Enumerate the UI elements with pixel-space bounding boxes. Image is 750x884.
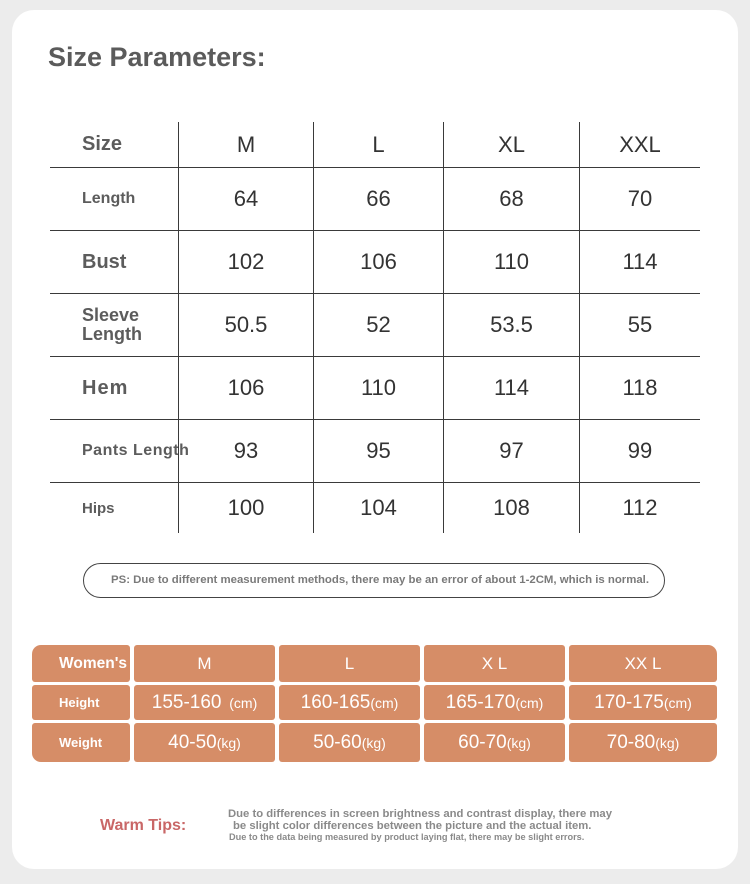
size-header-label: Size (82, 133, 123, 155)
length-value-l: 66 (313, 167, 443, 230)
size-header-m: M (178, 122, 313, 167)
hips-value-xxl: 112 (579, 482, 700, 533)
warm-tips-line-2: be slight color differences between the picture and the actual item. (233, 820, 592, 832)
row-label-hips: Hips (82, 499, 115, 517)
hips-value-l: 104 (313, 482, 443, 533)
height-value-xxl (569, 685, 717, 720)
measure-header-xl: X L (424, 645, 565, 682)
weight-value-xl (424, 723, 565, 762)
row-label-cell-hem (50, 356, 178, 419)
measure-table (32, 645, 717, 762)
height-unit-m: (cm) (221, 694, 258, 711)
bust-value-xxl: 114 (579, 230, 700, 293)
pants-length-value-xxl: 99 (579, 419, 700, 482)
length-value-m: 64 (178, 167, 313, 230)
height-unit-xl: (cm) (515, 694, 544, 711)
bust-value-xl: 110 (443, 230, 579, 293)
warm-tips-text (228, 808, 612, 842)
weight-label: Weight (32, 723, 130, 762)
weight-value-m (134, 723, 275, 762)
row-label-length: Length (82, 190, 136, 207)
hem-value-xl: 114 (443, 356, 579, 419)
row-label-cell-bust (50, 230, 178, 293)
size-chart-card (12, 10, 738, 869)
row-label-bust: Bust (82, 250, 127, 273)
warm-tips-label: Warm Tips: (100, 817, 187, 834)
hips-value-m: 100 (178, 482, 313, 533)
sleeve-length-value-xxl: 55 (579, 293, 700, 356)
weight-value-xxl (569, 723, 717, 762)
pants-length-value-l: 95 (313, 419, 443, 482)
height-range-xxl: 170-175 (594, 691, 664, 713)
bust-value-m: 102 (178, 230, 313, 293)
weight-range-xl: 60-70 (458, 731, 507, 753)
height-unit-xxl: (cm) (663, 694, 692, 711)
length-value-xl: 68 (443, 167, 579, 230)
size-header-l: L (313, 122, 443, 167)
bust-value-l: 106 (313, 230, 443, 293)
weight-range-xxl: 70-80 (606, 731, 656, 753)
row-label-cell-hips (50, 482, 178, 533)
weight-unit-l: (kg) (361, 734, 386, 751)
row-label-hem: Hem (82, 376, 129, 399)
measure-header-xxl: XX L (569, 645, 717, 682)
hem-value-m: 106 (178, 356, 313, 419)
weight-unit-m: (kg) (216, 734, 241, 751)
row-label-pants-length: Pants Length (82, 442, 190, 459)
weight-unit-xl: (kg) (506, 734, 531, 751)
measure-header-label: Women's (32, 645, 130, 682)
height-range-l: 160-165 (300, 691, 371, 713)
height-label: Height (32, 685, 130, 720)
weight-range-m: 40-50 (168, 731, 217, 753)
size-table (50, 122, 700, 533)
warm-tips-line-3: Due to the data being measured by product laying flat, there may be slight errors. (229, 832, 585, 842)
page-title: Size Parameters: (48, 42, 266, 72)
height-range-xl: 165-170 (445, 691, 516, 713)
height-value-xl (424, 685, 565, 720)
sleeve-length-value-xl: 53.5 (443, 293, 579, 356)
weight-range-l: 50-60 (313, 731, 362, 753)
measure-header-m: M (134, 645, 275, 682)
size-header-label-cell (50, 122, 178, 167)
measurement-note-text: PS: Due to different measurement methods, there may be an error of about 1-2CM, which is normal. (111, 574, 649, 586)
height-range-m: 155-160 (151, 691, 222, 713)
length-value-xxl: 70 (579, 167, 700, 230)
row-label-sleeve-length: Sleeve Length (82, 305, 142, 344)
sleeve-length-value-l: 52 (313, 293, 443, 356)
row-label-cell-pants-length (50, 419, 190, 482)
hips-value-xl: 108 (443, 482, 579, 533)
row-label-cell-length (50, 167, 178, 230)
height-value-l (279, 685, 420, 720)
hem-value-l: 110 (313, 356, 443, 419)
pants-length-value-xl: 97 (443, 419, 579, 482)
pants-length-value-m: 93 (178, 419, 313, 482)
height-unit-l: (cm) (370, 694, 399, 711)
weight-value-l (279, 723, 420, 762)
hem-value-xxl: 118 (579, 356, 700, 419)
weight-unit-xxl: (kg) (655, 734, 680, 751)
row-label-cell-sleeve-length (50, 293, 178, 356)
measure-header-l: L (279, 645, 420, 682)
size-header-xxl: XXL (579, 122, 700, 167)
warm-tips-line-1: Due to differences in screen brightness and contrast display, there may (228, 808, 612, 820)
sleeve-length-value-m: 50.5 (178, 293, 313, 356)
measurement-note (83, 563, 665, 598)
size-header-xl: XL (443, 122, 579, 167)
height-value-m (134, 685, 275, 720)
